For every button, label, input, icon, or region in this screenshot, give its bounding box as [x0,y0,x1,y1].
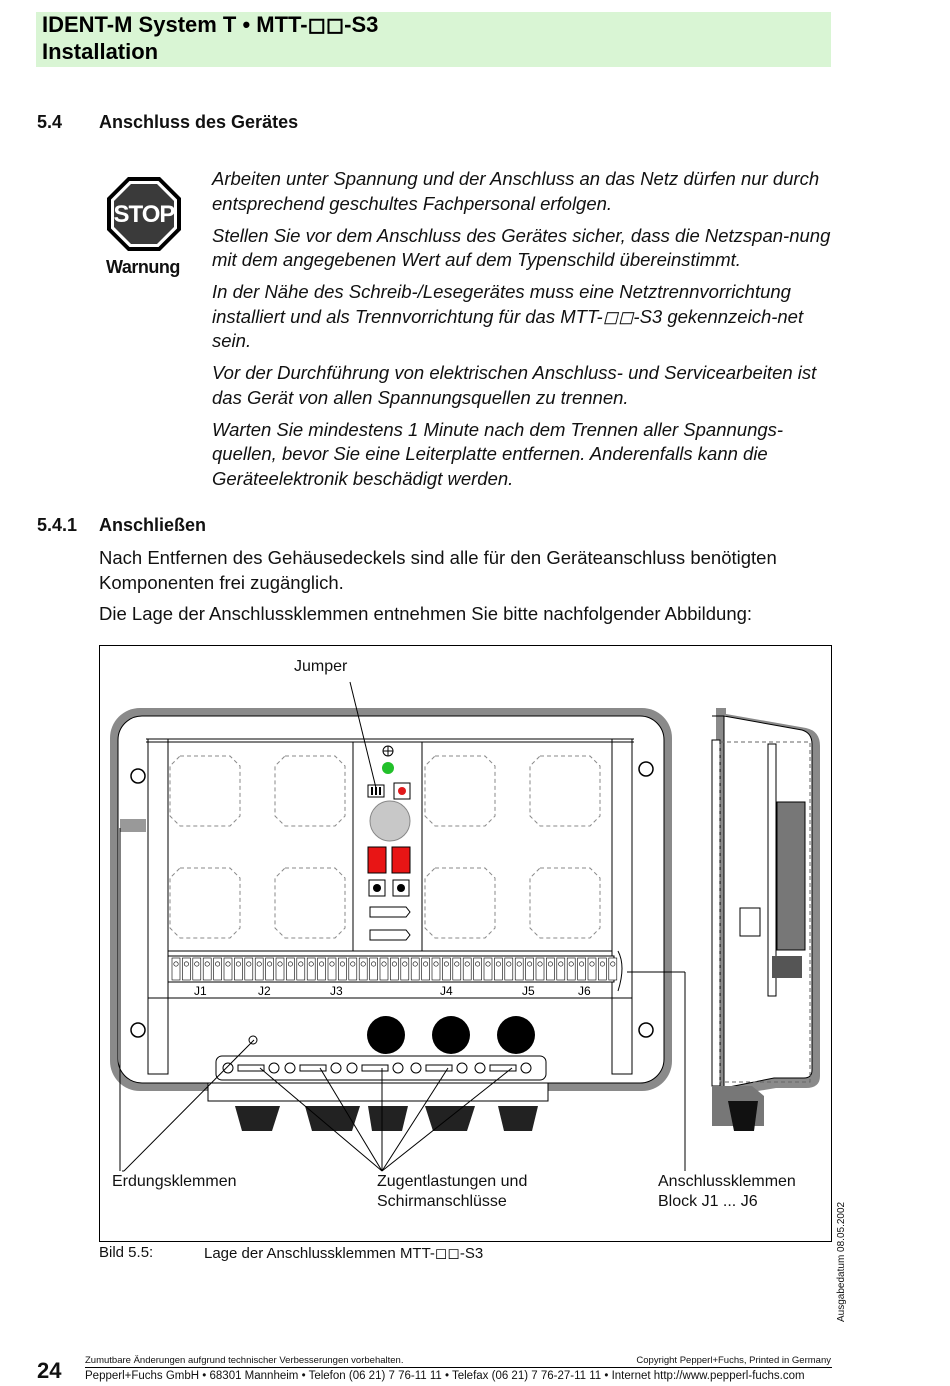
terminal-screw [255,958,263,980]
footer-address: Pepperl+Fuchs GmbH • 68301 Mannheim • Telefon (06 21) 7 76-11 11 • Telefax (06 21) 7 76-27-11 11 • Internet http://www.pepperl-fuchs.com [85,1370,805,1382]
warning-label: Warnung [106,257,180,277]
terminal-screw [526,958,534,980]
terminal-screw [609,958,617,980]
terminal-screw [328,958,336,980]
terminal-label: J3 [330,984,343,998]
warning-paragraph: Vor der Durchführung von elektrischen Anschluss- und Servicearbeiten ist das Gerät von allen Spannungsquellen zu trennen. [212,362,817,408]
terminal-screw [588,958,596,980]
clamp-screw [331,1063,341,1073]
terminal-screw [422,958,430,980]
terminal-screw [598,958,606,980]
terminal-screw [234,958,242,980]
terminal-screw [286,958,294,980]
fuse [368,847,386,873]
terminal-screw [484,958,492,980]
header-title: IDENT-M System T • MTT-◻◻-S3 [42,12,379,37]
figure-caption-number: Bild 5.5: [99,1244,154,1261]
jumper-label: Jumper [294,658,348,675]
subsection-number: 5.4.1 [37,515,78,535]
clamp-bar [362,1065,388,1071]
clamp-screw [269,1063,279,1073]
terminal-label: J4 [440,984,453,998]
body-text [99,546,829,634]
terminal-screw [297,958,305,980]
terminal-label: J6 [578,984,591,998]
warning-paragraph: In der Nähe des Schreib-/Lesegerätes muss eine Netztrennvorrichtung installiert und als Trennvorrichtung für das MTT-◻◻-S3 gekennzeich-net sein. [212,281,804,351]
terminal-screw [505,958,513,980]
terminal-screw [318,958,326,980]
warning-text [212,167,832,499]
terminal-screw [307,958,315,980]
terminal-screw [442,958,450,980]
issue-date: Ausgabedatum 08.05.2002 [836,1201,847,1322]
terminal-screw [338,958,346,980]
clamp-screw [347,1063,357,1073]
fuse [392,847,410,873]
warning-paragraph: Stellen Sie vor dem Anschluss des Gerätes sicher, dass die Netzspan-nung mit dem angegebenen Wert auf dem Typenschild übereinstimmt. [212,224,831,270]
terminal-screw [546,958,554,980]
status-led [382,762,394,774]
terminal-screw [266,958,274,980]
clamp-screw [475,1063,485,1073]
stop-sign-icon [106,176,182,252]
terminal-screw [214,958,222,980]
footer-divider [85,1367,832,1368]
terminal-label: J1 [194,984,207,998]
terminal-screw [567,958,575,980]
shield-connection-label: Schirmanschlüsse [377,1193,507,1210]
terminal-screw [172,958,180,980]
warning-paragraph: Arbeiten unter Spannung und der Anschluss an das Netz dürfen nur durch entsprechend geschultes Fachpersonal erfolgen. [212,168,820,214]
clamp-bar [490,1065,516,1071]
terminal-label: J5 [522,984,535,998]
terminal-screw [370,958,378,980]
header-subtitle: Installation [42,39,159,64]
device-diagram [100,646,831,1241]
terminal-screw [474,958,482,980]
terminal-screw [432,958,440,980]
clamp-bar [300,1065,326,1071]
clamp-screw [411,1063,421,1073]
body-paragraph: Nach Entfernen des Gehäusedeckels sind alle für den Geräteanschluss benötigten Komponenten frei zugänglich. [99,547,777,593]
clamp-bar [426,1065,452,1071]
terminal-screw [463,958,471,980]
clamp-screw [393,1063,403,1073]
terminal-screw [401,958,409,980]
terminal-label: J2 [258,984,271,998]
terminal-screw [182,958,190,980]
clamp-screw [285,1063,295,1073]
footer-copyright: Copyright Pepperl+Fuchs, Printed in Germany [636,1355,831,1366]
warning-paragraph: Warten Sie mindestens 1 Minute nach dem Trennen aller Spannungs-quellen, bevor Sie eine Leiterplatte entfernen. Anderenfalls kann die Geräteelektronik beschädigt werden. [212,418,784,489]
clamp-screw [457,1063,467,1073]
terminal-screw [557,958,565,980]
figure-frame [99,645,832,1242]
terminal-screw [578,958,586,980]
terminal-screw [276,958,284,980]
strain-relief-label: Zugentlastungen und [377,1173,528,1190]
page-number: 24 [37,1358,62,1383]
terminal-screw [245,958,253,980]
terminal-screw [411,958,419,980]
clamp-screw [521,1063,531,1073]
subsection-title: Anschließen [99,515,207,535]
terminal-screw [349,958,357,980]
terminals-label: Anschlussklemmen [658,1173,796,1190]
terminal-screw [515,958,523,980]
section-title: Anschluss des Gerätes [99,112,299,132]
terminal-screw [453,958,461,980]
figure-caption-text: Lage der Anschlussklemmen MTT-◻◻-S3 [204,1245,484,1262]
terminal-block-label: Block J1 ... J6 [658,1193,758,1210]
body-paragraph: Die Lage der Anschlussklemmen entnehmen Sie bitte nachfolgender Abbildung: [99,603,753,624]
stop-sign-text: STOP [113,201,175,228]
terminal-screw [224,958,232,980]
terminal-screw [193,958,201,980]
terminal-screw [536,958,544,980]
terminal-screw [380,958,388,980]
terminal-screw [359,958,367,980]
section-number: 5.4 [37,112,63,132]
terminal-screw [203,958,211,980]
clamp-screw [223,1063,233,1073]
ground-terminals-label: Erdungsklemmen [112,1173,237,1190]
terminal-strip [172,958,617,980]
footer-note: Zumutbare Änderungen aufgrund technischer Verbesserungen vorbehalten. [85,1355,404,1366]
terminal-screw [390,958,398,980]
terminal-screw [494,958,502,980]
